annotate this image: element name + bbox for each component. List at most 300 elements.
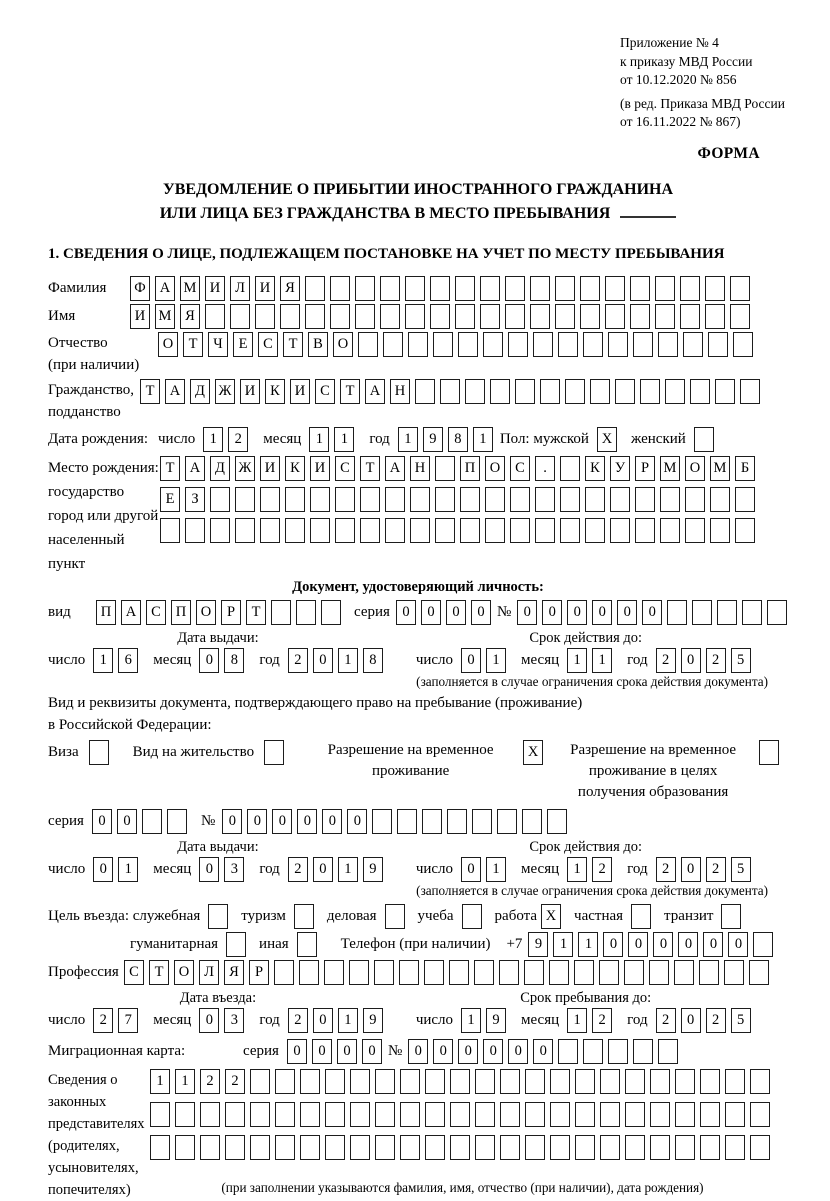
char-cell[interactable] [560,456,580,481]
char-cell[interactable]: З [185,487,205,512]
char-cell[interactable] [142,809,162,834]
char-cell[interactable] [480,276,500,301]
char-cell[interactable] [725,1069,745,1094]
char-cell[interactable]: 0 [199,857,219,882]
char-cell[interactable]: Д [190,379,210,404]
char-cell[interactable] [200,1102,220,1127]
char-cell[interactable]: Е [160,487,180,512]
char-cell[interactable] [250,1069,270,1094]
char-cell[interactable] [649,960,669,985]
char-cell[interactable]: 1 [338,1008,358,1033]
char-cell[interactable]: 9 [363,1008,383,1033]
char-cell[interactable] [508,332,528,357]
char-cell[interactable]: 2 [656,648,676,673]
char-cell[interactable]: 2 [288,857,308,882]
char-cell[interactable] [599,960,619,985]
char-cell[interactable]: И [240,379,260,404]
char-cell[interactable] [540,379,560,404]
char-cell[interactable] [750,1135,770,1160]
char-cell[interactable] [635,487,655,512]
char-cell[interactable] [635,518,655,543]
char-cell[interactable]: 1 [118,857,138,882]
char-cell[interactable] [625,1102,645,1127]
char-cell[interactable] [510,518,530,543]
char-cell[interactable] [650,1069,670,1094]
char-cell[interactable]: 5 [731,857,751,882]
char-cell[interactable] [615,379,635,404]
char-cell[interactable]: 8 [224,648,244,673]
char-cell[interactable] [167,809,187,834]
char-cell[interactable] [575,1102,595,1127]
char-cell[interactable] [535,487,555,512]
char-cell[interactable] [474,960,494,985]
char-cell[interactable] [400,1069,420,1094]
char-cell[interactable] [735,518,755,543]
char-cell[interactable] [350,1135,370,1160]
char-cell[interactable] [405,304,425,329]
char-cell[interactable]: К [265,379,285,404]
char-cell[interactable] [375,1135,395,1160]
char-cell[interactable] [360,487,380,512]
char-cell[interactable] [150,1135,170,1160]
char-cell[interactable]: А [165,379,185,404]
char-cell[interactable]: 2 [656,1008,676,1033]
char-cell[interactable]: 3 [224,857,244,882]
char-cell[interactable]: 0 [592,600,612,625]
char-cell[interactable]: А [385,456,405,481]
char-cell[interactable]: В [308,332,328,357]
char-cell[interactable] [500,1069,520,1094]
char-cell[interactable] [305,276,325,301]
char-cell[interactable] [675,1102,695,1127]
char-cell[interactable]: 0 [603,932,623,957]
char-cell[interactable]: 0 [703,932,723,957]
char-cell[interactable]: 7 [118,1008,138,1033]
char-cell[interactable] [742,600,762,625]
char-cell[interactable] [590,379,610,404]
char-cell[interactable]: 1 [338,648,358,673]
char-cell[interactable] [550,1102,570,1127]
char-cell[interactable] [433,332,453,357]
char-cell[interactable] [460,518,480,543]
char-cell[interactable] [205,304,225,329]
char-cell[interactable]: 2 [706,648,726,673]
char-cell[interactable]: П [96,600,116,625]
char-cell[interactable]: О [196,600,216,625]
checkbox-work[interactable]: X [541,904,561,929]
char-cell[interactable] [296,600,316,625]
char-cell[interactable] [400,1102,420,1127]
char-cell[interactable] [535,518,555,543]
char-cell[interactable]: 0 [533,1039,553,1064]
char-cell[interactable]: Д [210,456,230,481]
char-cell[interactable] [550,1069,570,1094]
char-cell[interactable]: Р [221,600,241,625]
char-cell[interactable]: Т [183,332,203,357]
char-cell[interactable] [310,518,330,543]
char-cell[interactable] [250,1135,270,1160]
char-cell[interactable]: 0 [653,932,673,957]
char-cell[interactable]: 8 [363,648,383,673]
char-cell[interactable] [350,1069,370,1094]
char-cell[interactable]: 1 [553,932,573,957]
char-cell[interactable] [705,304,725,329]
char-cell[interactable] [355,276,375,301]
char-cell[interactable]: 0 [628,932,648,957]
char-cell[interactable]: 0 [681,648,701,673]
char-cell[interactable] [730,304,750,329]
char-cell[interactable] [455,276,475,301]
char-cell[interactable] [533,332,553,357]
char-cell[interactable]: И [290,379,310,404]
char-cell[interactable] [558,1039,578,1064]
char-cell[interactable]: Н [410,456,430,481]
char-cell[interactable] [740,379,760,404]
char-cell[interactable] [415,379,435,404]
char-cell[interactable] [605,276,625,301]
char-cell[interactable] [374,960,394,985]
char-cell[interactable]: 0 [222,809,242,834]
char-cell[interactable]: 1 [592,648,612,673]
char-cell[interactable]: 1 [473,427,493,452]
char-cell[interactable]: 2 [656,857,676,882]
char-cell[interactable] [355,304,375,329]
char-cell[interactable]: С [146,600,166,625]
char-cell[interactable] [690,379,710,404]
char-cell[interactable]: 0 [542,600,562,625]
char-cell[interactable]: Я [224,960,244,985]
char-cell[interactable]: Р [635,456,655,481]
char-cell[interactable]: 2 [706,1008,726,1033]
char-cell[interactable]: Т [149,960,169,985]
char-cell[interactable] [375,1102,395,1127]
char-cell[interactable]: 0 [461,857,481,882]
char-cell[interactable] [300,1102,320,1127]
char-cell[interactable] [425,1102,445,1127]
char-cell[interactable] [705,276,725,301]
char-cell[interactable]: К [285,456,305,481]
char-cell[interactable]: А [365,379,385,404]
char-cell[interactable]: 0 [313,1008,333,1033]
char-cell[interactable]: О [485,456,505,481]
char-cell[interactable]: 0 [408,1039,428,1064]
char-cell[interactable] [500,1102,520,1127]
char-cell[interactable] [655,304,675,329]
char-cell[interactable] [375,1069,395,1094]
char-cell[interactable] [405,276,425,301]
char-cell[interactable]: 0 [297,809,317,834]
char-cell[interactable] [325,1102,345,1127]
char-cell[interactable]: 2 [288,648,308,673]
char-cell[interactable] [724,960,744,985]
char-cell[interactable] [475,1069,495,1094]
char-cell[interactable] [580,304,600,329]
char-cell[interactable]: 0 [567,600,587,625]
char-cell[interactable] [650,1135,670,1160]
char-cell[interactable] [574,960,594,985]
char-cell[interactable]: А [185,456,205,481]
char-cell[interactable] [349,960,369,985]
char-cell[interactable]: Т [246,600,266,625]
char-cell[interactable] [685,487,705,512]
char-cell[interactable]: 0 [508,1039,528,1064]
char-cell[interactable] [280,304,300,329]
char-cell[interactable]: 0 [199,1008,219,1033]
checkbox-sex-female[interactable] [694,427,714,452]
char-cell[interactable]: Л [230,276,250,301]
char-cell[interactable]: 0 [396,600,416,625]
char-cell[interactable] [730,276,750,301]
char-cell[interactable]: 0 [117,809,137,834]
char-cell[interactable]: Ф [130,276,150,301]
char-cell[interactable] [380,276,400,301]
char-cell[interactable]: 2 [200,1069,220,1094]
char-cell[interactable] [685,518,705,543]
char-cell[interactable] [450,1135,470,1160]
char-cell[interactable] [524,960,544,985]
char-cell[interactable] [422,809,442,834]
char-cell[interactable] [683,332,703,357]
char-cell[interactable] [483,332,503,357]
char-cell[interactable]: 0 [287,1039,307,1064]
char-cell[interactable] [630,276,650,301]
char-cell[interactable]: К [585,456,605,481]
char-cell[interactable] [260,518,280,543]
char-cell[interactable] [575,1135,595,1160]
char-cell[interactable] [430,276,450,301]
char-cell[interactable] [525,1135,545,1160]
char-cell[interactable] [400,1135,420,1160]
char-cell[interactable] [455,304,475,329]
char-cell[interactable] [255,304,275,329]
char-cell[interactable] [383,332,403,357]
char-cell[interactable] [749,960,769,985]
char-cell[interactable] [610,487,630,512]
char-cell[interactable]: А [121,600,141,625]
char-cell[interactable] [522,809,542,834]
char-cell[interactable] [450,1102,470,1127]
char-cell[interactable]: 2 [592,1008,612,1033]
char-cell[interactable]: 1 [398,427,418,452]
char-cell[interactable] [324,960,344,985]
char-cell[interactable]: 1 [203,427,223,452]
char-cell[interactable] [485,487,505,512]
char-cell[interactable]: П [171,600,191,625]
char-cell[interactable] [274,960,294,985]
char-cell[interactable] [410,518,430,543]
char-cell[interactable]: 0 [617,600,637,625]
char-cell[interactable] [700,1069,720,1094]
char-cell[interactable] [360,518,380,543]
char-cell[interactable]: 1 [334,427,354,452]
char-cell[interactable] [440,379,460,404]
char-cell[interactable] [424,960,444,985]
char-cell[interactable]: Н [390,379,410,404]
char-cell[interactable]: С [335,456,355,481]
char-cell[interactable] [625,1069,645,1094]
char-cell[interactable] [640,379,660,404]
char-cell[interactable] [497,809,517,834]
char-cell[interactable]: 1 [338,857,358,882]
char-cell[interactable]: 9 [363,857,383,882]
char-cell[interactable] [750,1102,770,1127]
char-cell[interactable] [475,1102,495,1127]
char-cell[interactable] [692,600,712,625]
char-cell[interactable] [700,1135,720,1160]
checkbox-visa[interactable] [89,740,109,765]
char-cell[interactable] [633,332,653,357]
char-cell[interactable] [480,304,500,329]
char-cell[interactable] [680,304,700,329]
char-cell[interactable] [185,518,205,543]
char-cell[interactable] [372,809,392,834]
char-cell[interactable]: 0 [312,1039,332,1064]
char-cell[interactable]: Ч [208,332,228,357]
checkbox-business[interactable] [385,904,405,929]
char-cell[interactable]: М [155,304,175,329]
char-cell[interactable] [485,518,505,543]
char-cell[interactable] [600,1069,620,1094]
char-cell[interactable]: 0 [421,600,441,625]
char-cell[interactable]: 3 [224,1008,244,1033]
char-cell[interactable] [565,379,585,404]
char-cell[interactable]: 2 [706,857,726,882]
char-cell[interactable] [358,332,378,357]
checkbox-humanitarian[interactable] [226,932,246,957]
char-cell[interactable] [385,518,405,543]
char-cell[interactable] [210,487,230,512]
char-cell[interactable]: А [155,276,175,301]
char-cell[interactable]: У [610,456,630,481]
char-cell[interactable]: 0 [92,809,112,834]
char-cell[interactable]: 0 [247,809,267,834]
char-cell[interactable] [708,332,728,357]
char-cell[interactable]: 0 [517,600,537,625]
char-cell[interactable] [715,379,735,404]
char-cell[interactable] [608,1039,628,1064]
char-cell[interactable]: 9 [486,1008,506,1033]
char-cell[interactable] [330,304,350,329]
char-cell[interactable] [299,960,319,985]
char-cell[interactable] [633,1039,653,1064]
char-cell[interactable] [585,518,605,543]
char-cell[interactable] [733,332,753,357]
char-cell[interactable] [717,600,737,625]
char-cell[interactable] [200,1135,220,1160]
char-cell[interactable] [674,960,694,985]
char-cell[interactable] [275,1102,295,1127]
char-cell[interactable]: С [510,456,530,481]
char-cell[interactable] [725,1102,745,1127]
char-cell[interactable] [235,487,255,512]
char-cell[interactable]: 1 [150,1069,170,1094]
char-cell[interactable] [624,960,644,985]
char-cell[interactable]: И [255,276,275,301]
char-cell[interactable]: 0 [483,1039,503,1064]
char-cell[interactable] [630,304,650,329]
char-cell[interactable] [160,518,180,543]
char-cell[interactable] [505,304,525,329]
char-cell[interactable] [275,1135,295,1160]
char-cell[interactable] [750,1069,770,1094]
char-cell[interactable] [465,379,485,404]
char-cell[interactable] [600,1135,620,1160]
char-cell[interactable] [435,456,455,481]
char-cell[interactable]: И [260,456,280,481]
char-cell[interactable]: С [258,332,278,357]
char-cell[interactable]: 5 [731,648,751,673]
char-cell[interactable] [583,332,603,357]
checkbox-tourism[interactable] [294,904,314,929]
char-cell[interactable] [525,1069,545,1094]
char-cell[interactable] [600,1102,620,1127]
char-cell[interactable]: 1 [93,648,113,673]
char-cell[interactable]: 0 [313,648,333,673]
char-cell[interactable] [500,1135,520,1160]
char-cell[interactable] [175,1102,195,1127]
char-cell[interactable] [625,1135,645,1160]
char-cell[interactable]: . [535,456,555,481]
char-cell[interactable] [558,332,578,357]
char-cell[interactable] [560,487,580,512]
checkbox-residence-permit[interactable] [264,740,284,765]
char-cell[interactable] [250,1102,270,1127]
char-cell[interactable]: Ж [215,379,235,404]
char-cell[interactable]: 0 [461,648,481,673]
char-cell[interactable]: 0 [93,857,113,882]
checkbox-temp-residence[interactable]: X [523,740,543,765]
char-cell[interactable] [225,1135,245,1160]
char-cell[interactable] [525,1102,545,1127]
char-cell[interactable] [235,518,255,543]
char-cell[interactable]: 2 [93,1008,113,1033]
char-cell[interactable]: 0 [728,932,748,957]
char-cell[interactable]: 1 [567,1008,587,1033]
char-cell[interactable] [350,1102,370,1127]
char-cell[interactable] [547,809,567,834]
char-cell[interactable]: 0 [458,1039,478,1064]
char-cell[interactable] [260,487,280,512]
char-cell[interactable] [608,332,628,357]
char-cell[interactable]: 0 [313,857,333,882]
char-cell[interactable] [549,960,569,985]
char-cell[interactable]: 0 [678,932,698,957]
char-cell[interactable] [490,379,510,404]
char-cell[interactable]: 0 [471,600,491,625]
char-cell[interactable]: М [660,456,680,481]
char-cell[interactable] [575,1069,595,1094]
char-cell[interactable] [472,809,492,834]
char-cell[interactable] [530,304,550,329]
char-cell[interactable] [767,600,787,625]
char-cell[interactable]: 9 [528,932,548,957]
checkbox-transit[interactable] [721,904,741,929]
char-cell[interactable] [435,487,455,512]
checkbox-official[interactable] [208,904,228,929]
char-cell[interactable] [225,1102,245,1127]
char-cell[interactable] [515,379,535,404]
char-cell[interactable] [210,518,230,543]
char-cell[interactable]: Т [360,456,380,481]
char-cell[interactable]: 1 [175,1069,195,1094]
char-cell[interactable] [753,932,773,957]
char-cell[interactable] [605,304,625,329]
char-cell[interactable]: Я [280,276,300,301]
char-cell[interactable]: П [460,456,480,481]
char-cell[interactable]: С [124,960,144,985]
char-cell[interactable] [735,487,755,512]
char-cell[interactable] [275,1069,295,1094]
